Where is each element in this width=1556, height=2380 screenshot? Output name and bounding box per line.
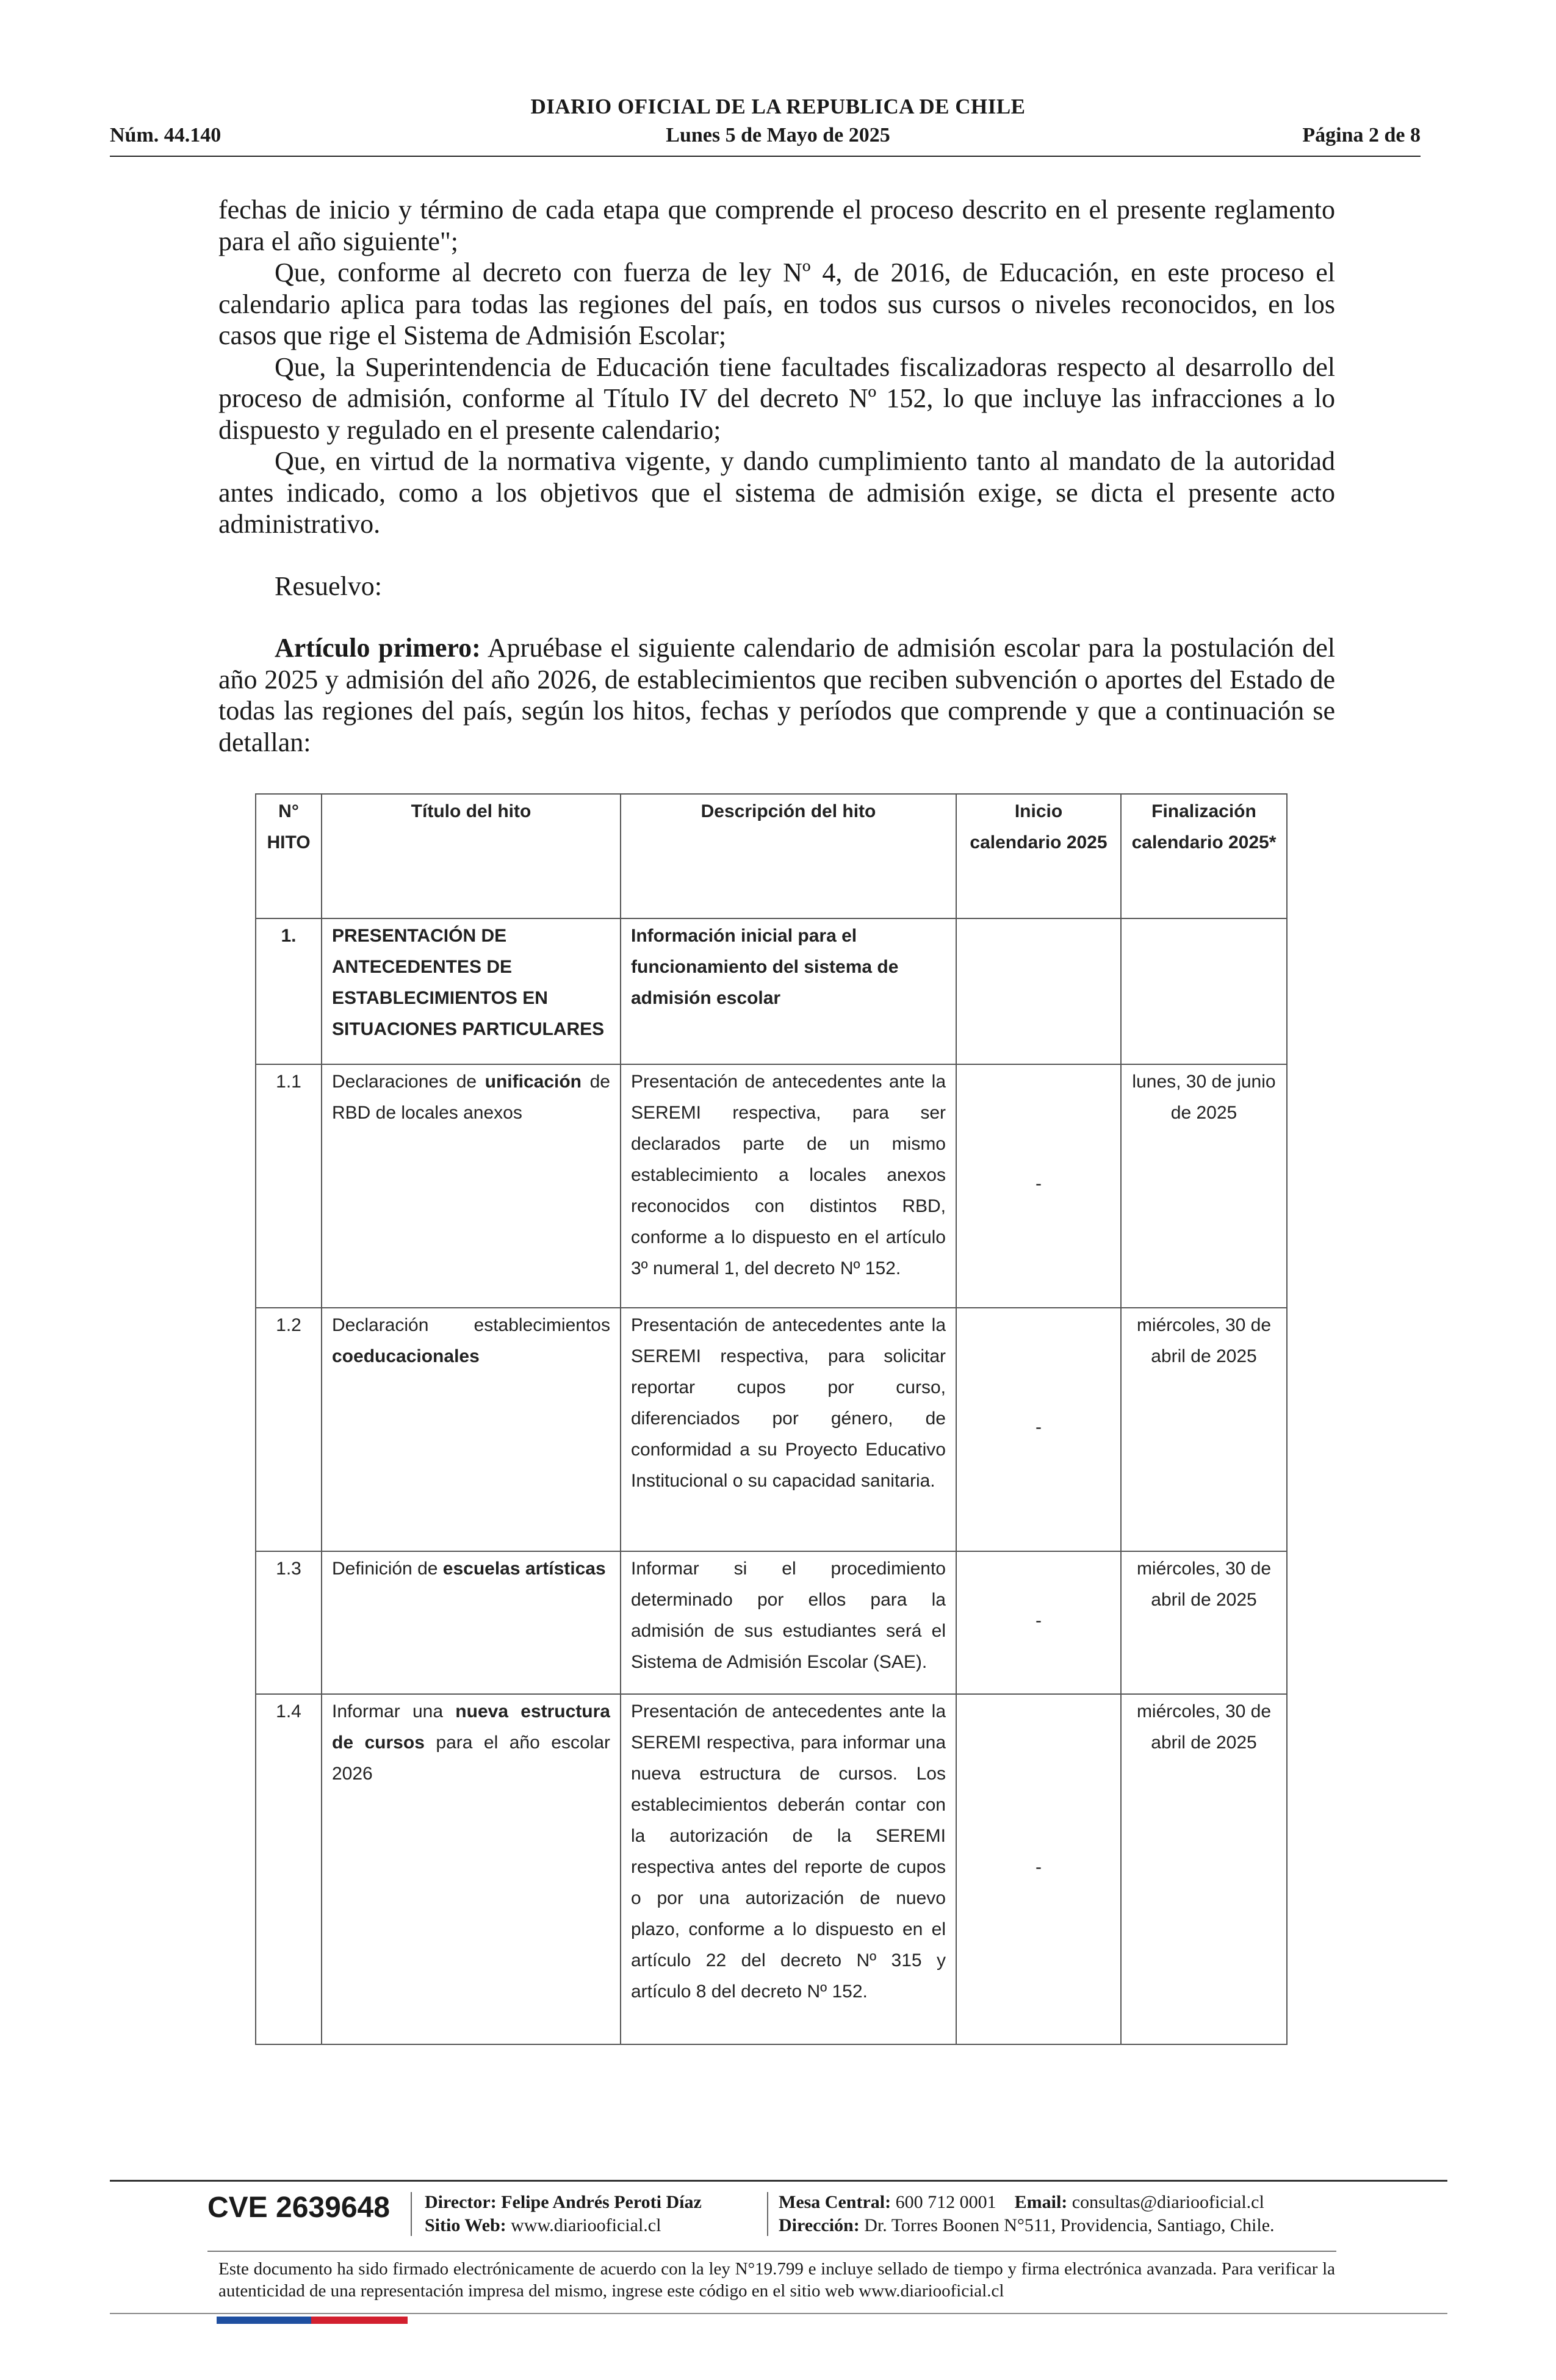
- row-desc: Presentación de antecedentes ante la SEREMI respectiva, para informar una nueva estructura de cursos. Los establecimientos deberán contar con la autorización de la SEREMI respectiva antes del reporte de cupos o por una autorización de nuevo plazo, conforme a lo dispuesto en el artículo 22 del decreto Nº 315 y artículo 8 del decreto Nº 152.: [621, 1694, 956, 2044]
- row-end: lunes, 30 de junio de 2025: [1121, 1064, 1287, 1308]
- section-desc: Información inicial para el funcionamiento del sistema de admisión escolar: [621, 918, 956, 1064]
- footer-separator: [767, 2192, 768, 2236]
- cve-code: CVE 2639648: [207, 2191, 390, 2224]
- paragraph-continuation: fechas de inicio y término de cada etapa que comprende el proceso descrito en el presente reglamento para el año siguiente";: [218, 195, 1335, 256]
- footer-divider-bottom: [110, 2313, 1447, 2314]
- col-header-title: Título del hito: [322, 794, 621, 918]
- row-num: 1.2: [256, 1308, 322, 1551]
- table-row: [256, 1551, 1287, 1694]
- admission-calendar-table: [255, 793, 1288, 2045]
- website-link[interactable]: www.diariooficial.cl: [511, 2215, 661, 2235]
- email-link[interactable]: consultas@diariooficial.cl: [1072, 2192, 1264, 2212]
- document-body: [218, 194, 1335, 758]
- article-text: Apruébase el siguiente calendario de admisión escolar para la postulación del año 2025 y admisión del año 2026, de establecimientos que reciben subvención o aportes del Estado de todas las regiones del país, según los hitos, fechas y períodos que comprende y que a continuación se detallan:: [218, 633, 1336, 757]
- col-header-num: N° HITO: [256, 794, 322, 918]
- row-num: 1.3: [256, 1551, 322, 1694]
- header-divider: [110, 156, 1421, 157]
- director-name: Felipe Andrés Peroti Díaz: [501, 2192, 702, 2212]
- article-label: Artículo primero:: [275, 633, 481, 663]
- resuelvo-heading: Resuelvo:: [275, 571, 382, 601]
- section-end: [1121, 918, 1287, 1064]
- gazette-title: DIARIO OFICIAL DE LA REPUBLICA DE CHILE: [530, 95, 1026, 118]
- paragraph-considerando-2: Que, la Superintendencia de Educación tiene facultades fiscalizadoras respecto al desarrollo del proceso de admisión, conforme al Título IV del decreto Nº 152, lo que incluye las infracciones a lo dispuesto y regulado en el presente calendario;: [218, 352, 1335, 445]
- row-start: -: [956, 1308, 1121, 1551]
- row-desc: Presentación de antecedentes ante la SEREMI respectiva, para ser declarados parte de un mismo establecimiento a locales anexos reconocidos con distintos RBD, conforme a lo dispuesto en el artículo 3º numeral 1, del decreto Nº 152.: [621, 1064, 956, 1308]
- row-desc: Informar si el procedimiento determinado por ellos para la admisión de sus estudiantes será el Sistema de Admisión Escolar (SAE).: [621, 1551, 956, 1694]
- flag-stripe-red: [311, 2317, 408, 2324]
- footer-divider-top: [110, 2180, 1447, 2182]
- col-header-start: Inicio calendario 2025: [956, 794, 1121, 918]
- issue-number: Núm. 44.140: [110, 124, 222, 146]
- table-section-row: [256, 918, 1287, 1064]
- issue-date: Lunes 5 de Mayo de 2025: [666, 124, 890, 146]
- row-start: -: [956, 1694, 1121, 2044]
- legal-notice: Este documento ha sido firmado electrónicamente de acuerdo con la ley N°19.799 e incluye sellado de tiempo y firma electrónica avanzada. Para verificar la autenticidad de una representación impresa del mismo, ingrese este código en el sitio web www.diariooficial.cl: [218, 2259, 1335, 2301]
- row-title: Declaración establecimientos coeducacionales: [322, 1308, 621, 1551]
- address-label: Dirección:: [779, 2215, 860, 2235]
- row-num: 1.1: [256, 1064, 322, 1308]
- table-row: [256, 1308, 1287, 1551]
- row-start: -: [956, 1551, 1121, 1694]
- row-title: Informar una nueva estructura de cursos para el año escolar 2026: [322, 1694, 621, 2044]
- col-header-desc: Descripción del hito: [621, 794, 956, 918]
- table-header-row: [256, 794, 1287, 918]
- col-header-end: Finalización calendario 2025*: [1121, 794, 1287, 918]
- table-row: [256, 1694, 1287, 2044]
- director-label: Director:: [425, 2192, 497, 2212]
- row-start: -: [956, 1064, 1121, 1308]
- row-title: Definición de escuelas artísticas: [322, 1551, 621, 1694]
- address-value: Dr. Torres Boonen N°511, Providencia, Santiago, Chile.: [864, 2215, 1275, 2235]
- row-end: miércoles, 30 de abril de 2025: [1121, 1694, 1287, 2044]
- phone-label: Mesa Central:: [779, 2192, 891, 2212]
- section-num: 1.: [256, 918, 322, 1064]
- footer-divider-middle: [207, 2251, 1336, 2252]
- row-title: Declaraciones de unificación de RBD de locales anexos: [322, 1064, 621, 1308]
- page-indicator: Página 2 de 8: [1302, 124, 1421, 146]
- phone-value: 600 712 0001: [895, 2192, 996, 2212]
- email-label: Email:: [1014, 2192, 1068, 2212]
- row-end: miércoles, 30 de abril de 2025: [1121, 1551, 1287, 1694]
- paragraph-considerando-1: Que, conforme al decreto con fuerza de ley Nº 4, de 2016, de Educación, en este proceso el calendario aplica para todas las regiones del país, en todos sus cursos o niveles reconocidos, en los casos que rige el Sistema de Admisión Escolar;: [218, 258, 1335, 350]
- section-title: PRESENTACIÓN DE ANTECEDENTES DE ESTABLECIMIENTOS EN SITUACIONES PARTICULARES: [322, 918, 621, 1064]
- row-num: 1.4: [256, 1694, 322, 2044]
- flag-stripe-blue: [217, 2317, 311, 2324]
- footer-separator: [411, 2192, 412, 2236]
- row-desc: Presentación de antecedentes ante la SEREMI respectiva, para solicitar reportar cupos por curso, diferenciados por género, de conformidad a su Proyecto Educativo Institucional o su capacidad sanitaria.: [621, 1308, 956, 1551]
- website-label: Sitio Web:: [425, 2215, 506, 2235]
- paragraph-considerando-3: Que, en virtud de la normativa vigente, y dando cumplimiento tanto al mandato de la autoridad antes indicado, como a los objetivos que el sistema de admisión exige, se dicta el presente acto administrativo.: [218, 446, 1335, 539]
- footer-director-block: [425, 2191, 702, 2237]
- row-end: miércoles, 30 de abril de 2025: [1121, 1308, 1287, 1551]
- article-first: [218, 632, 1335, 758]
- footer-contact-block: [779, 2191, 1275, 2237]
- section-start: [956, 918, 1121, 1064]
- table-row: [256, 1064, 1287, 1308]
